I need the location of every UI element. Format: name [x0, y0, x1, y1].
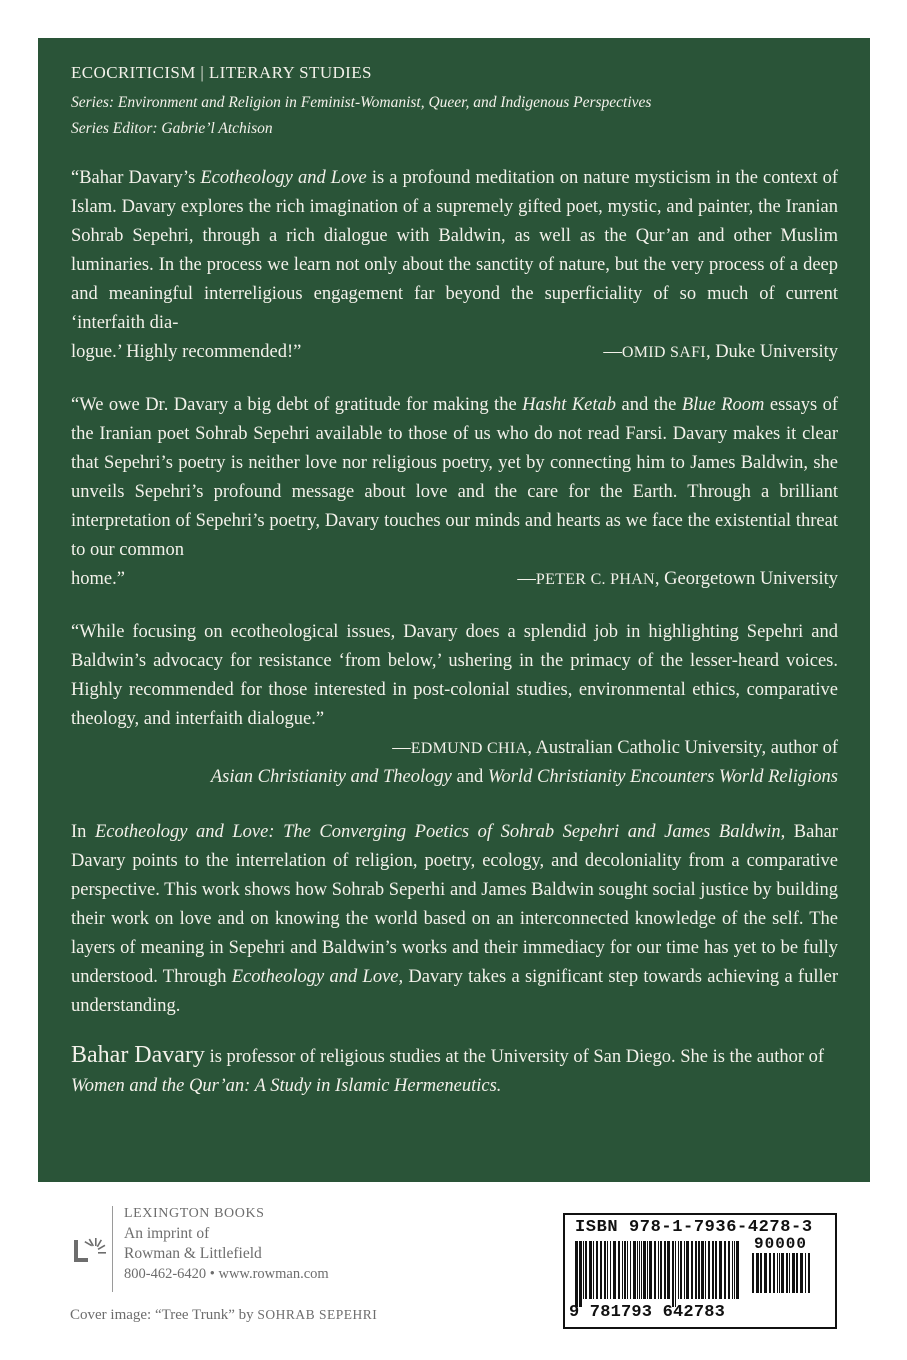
barcode-bar [773, 1253, 775, 1293]
endorsement-quote-2 [71, 391, 838, 594]
barcode-bar [789, 1253, 790, 1293]
book-description: In Ecotheology and Love: The Converging Poetics of Sohrab Sepehri and James Baldwin, Bahar Davary points to the interrelation of religion, poetry, ecology, and decoloniality from a comparative perspective. This work shows how Sohrab Seperhi and James Baldwin sought social justice by building their work on love and on knowing the world based on an interconnected knowledge of the self. The layers of meaning in Sepehri and Baldwin’s works and their immediacy for our time has yet to be fully understood. Through Ecotheology and Love, Davary takes a significant step towards achieving a fuller understanding. [71, 822, 838, 1016]
barcode-bar [756, 1253, 759, 1293]
quote-book-title: Hasht Ketab [522, 395, 617, 415]
barcode-bar [643, 1241, 646, 1299]
barcode-bar [610, 1241, 611, 1299]
quote-text: is a profound meditation on nature mysticism in the context of Islam. Davary explores the rich imagination of a supremely gifted poet, mystic, and painter, the Iranian Sohrab Sepehri, through a rich dialogue with Baldwin, as well as the Qur’an and other Muslim luminaries. In the process we learn not only about the sanctity of nature, but the very process of a deep and meaningful interreligious engagement far beyond the superficiality of so much of current ‘interfaith dia- [71, 168, 838, 333]
barcode-bar [667, 1241, 670, 1299]
barcode-bar [781, 1253, 784, 1293]
barcode-bar [607, 1241, 608, 1299]
endorser-affiliation: , Duke University [705, 342, 838, 362]
barcode-bar [678, 1241, 679, 1299]
quote-text: “While focusing on ecotheological issues, Davary does a splendid job in highlighting Sepehri and Baldwin’s advocacy for resistance ‘from below,’ ushering in the primacy of the lesser-heard voices. Highly recommended for those interested in post-colonial studies, environmental ethics, comparative theology, and interfaith dialogue.” [71, 622, 838, 729]
barcode-bar [575, 1241, 578, 1307]
quote-attribution: —OMID SAFI, Duke University [603, 342, 838, 362]
barcode-bar [719, 1241, 722, 1299]
barcode-bar [752, 1253, 754, 1293]
barcode-bar [698, 1241, 700, 1299]
endorsement-quote-3 [71, 618, 838, 792]
publisher-parent: Rowman & Littlefield [124, 1245, 262, 1262]
publisher-block [70, 1204, 430, 1304]
barcode-bar [686, 1241, 689, 1299]
barcode-bar [660, 1241, 662, 1299]
barcode-bar [724, 1241, 726, 1299]
barcode-bar [680, 1241, 682, 1299]
barcode-bar [796, 1253, 798, 1293]
publisher-text [124, 1204, 329, 1284]
barcode-bar [637, 1241, 638, 1299]
publisher-imprint-label: An imprint of [124, 1225, 210, 1242]
book-short-title: Ecotheology and Love, [231, 967, 404, 987]
price-addon-digits: 90000 [754, 1235, 808, 1253]
barcode-bar [604, 1241, 606, 1299]
barcode-bar [805, 1253, 806, 1293]
barcode-bar [627, 1241, 628, 1299]
barcode-bar [808, 1253, 810, 1293]
quote-book-title: Blue Room [681, 395, 765, 415]
publisher-divider [112, 1206, 113, 1292]
category-label: ECOCRITICISM | LITERARY STUDIES [71, 63, 372, 82]
quote-book-title: Ecotheology and Love [200, 168, 367, 188]
quote-last-line: logue.’ Highly recommended!” [71, 342, 302, 362]
ean-digits: 9 781793 642783 [569, 1303, 726, 1322]
endorsement-quote-1 [71, 164, 838, 367]
series-title: Series: Environment and Religion in Feminist-Womanist, Queer, and Indigenous Perspectives [71, 94, 652, 111]
barcode-bar [764, 1253, 767, 1293]
barcode-bar [792, 1253, 795, 1293]
barcode-bar [736, 1241, 739, 1299]
barcode-bar [585, 1241, 587, 1299]
endorser-affiliation: , Australian Catholic University, author of [527, 738, 838, 758]
barcode-bar [639, 1241, 640, 1299]
barcode-bar [800, 1253, 803, 1293]
barcode-bar [708, 1241, 710, 1299]
endorser-book-2: World Christianity Encounters World Religions [487, 767, 838, 787]
quote-text: and the [616, 395, 682, 415]
barcode-bar [613, 1241, 616, 1299]
barcode-bar [691, 1241, 693, 1299]
barcode-bar [600, 1241, 602, 1299]
isbn-label: ISBN 978-1-7936-4278-3 [575, 1218, 813, 1237]
cover-image-credit: Cover image: “Tree Trunk” by SOHRAB SEPEHRI [70, 1307, 378, 1323]
barcode-bar [579, 1241, 582, 1307]
author-name: Bahar Davary [71, 1042, 205, 1068]
endorser-affiliation: , Georgetown University [654, 569, 838, 589]
series-editor: Series Editor: Gabrie’l Atchison [71, 120, 273, 137]
barcode-bar [641, 1241, 642, 1299]
barcode-bar [779, 1253, 780, 1293]
barcode-bar [695, 1241, 697, 1299]
barcode-bar [633, 1241, 636, 1299]
barcode-bar [786, 1253, 788, 1293]
endorser-book-1: Asian Christianity and Theology [210, 767, 452, 787]
endorser-books: Asian Christianity and Theology and World Christianity Encounters World Religions [210, 767, 838, 787]
publisher-contact: 800-462-6420 • www.rowman.com [124, 1266, 329, 1282]
barcode-bar [647, 1241, 648, 1299]
barcode-bar [705, 1241, 706, 1299]
quote-attribution: —PETER C. PHAN, Georgetown University [517, 569, 838, 589]
barcode-bar [777, 1253, 778, 1293]
barcode-bar [589, 1241, 592, 1299]
barcode-bar [728, 1241, 730, 1299]
header [71, 62, 838, 142]
addon-barcode-bars [750, 1253, 814, 1301]
barcode-bar [672, 1241, 674, 1307]
endorser-name: PETER C. PHAN [535, 571, 655, 588]
barcode-bar [593, 1241, 594, 1299]
barcode-bar [684, 1241, 685, 1299]
barcode-bar [649, 1241, 652, 1299]
endorser-name: OMID SAFI [621, 344, 706, 361]
barcode-bar [675, 1241, 676, 1307]
quote-attribution: —EDMUND CHIA, Australian Catholic University, author of [392, 738, 838, 758]
barcode-bar [654, 1241, 656, 1299]
quote-text: essays of the Iranian poet Sohrab Sepehri available to those of us who do not read Farsi. Davary makes it clear that Sepehri’s poetry is neither love nor religious poetry, yet by connecting him to James Baldwin, she unveils Sepehri’s profound message about love and the care for the Earth. Through a brilliant interpretation of Sepehri’s poetry, Davary touches our minds and hearts as we face the existential threat to our common [71, 395, 839, 560]
barcode-bar [769, 1253, 771, 1293]
barcode-bar [624, 1241, 626, 1299]
barcode-bar [630, 1241, 631, 1299]
cover-artist: SOHRAB SEPEHRI [257, 1307, 378, 1322]
barcode-bar [712, 1241, 714, 1299]
author-bio: Bahar Davary is professor of religious studies at the University of San Diego. She is the author of Women and the Qur’an: A Study in Islamic Hermeneutics. [71, 1042, 825, 1096]
quote-last-line: home.” [71, 569, 125, 589]
publisher-name: LEXINGTON BOOKS [124, 1206, 265, 1221]
barcode-bar [732, 1241, 733, 1299]
barcode-bar [734, 1241, 735, 1299]
back-cover-panel [38, 38, 870, 1182]
endorser-name: EDMUND CHIA [410, 740, 528, 757]
barcode-bar [583, 1241, 584, 1299]
barcode-bar [622, 1241, 623, 1299]
barcode-bar [760, 1253, 762, 1293]
book-full-title: Ecotheology and Love: The Converging Poetics of Sohrab Sepehri and James Baldwin [95, 822, 781, 842]
quote-text: “We owe Dr. Davary a big debt of gratitude for making the [71, 395, 523, 415]
quote-text: “Bahar Davary’s [71, 168, 201, 188]
ean-barcode-bars [573, 1241, 741, 1307]
author-previous-book: Women and the Qur’an: A Study in Islamic Hermeneutics. [71, 1076, 502, 1096]
barcode [563, 1213, 837, 1329]
barcode-bar [701, 1241, 704, 1299]
barcode-bar [715, 1241, 717, 1299]
barcode-bar [664, 1241, 666, 1299]
barcode-bar [618, 1241, 620, 1299]
barcode-bar [596, 1241, 598, 1299]
lexington-books-logo-icon [70, 1208, 106, 1294]
barcode-bar [658, 1241, 659, 1299]
